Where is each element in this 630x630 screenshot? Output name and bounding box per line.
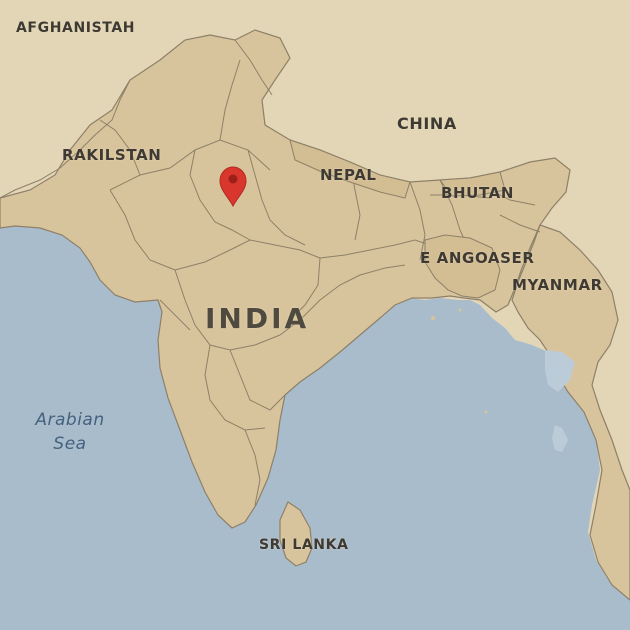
- label-sri-lanka: SRI LANKA: [259, 537, 349, 553]
- label-china: CHINA: [397, 114, 457, 133]
- label-bhutan: BHUTAN: [441, 184, 514, 202]
- island-1: [431, 316, 435, 320]
- label-afghanistan: AFGHANISTAH: [16, 20, 136, 36]
- label-arabian-sea: [22, 408, 118, 456]
- label-nepal: NEPAL: [320, 166, 377, 184]
- island-3: [459, 309, 462, 312]
- label-arabian-sea-line2: Sea: [53, 434, 87, 454]
- label-rakilstan: RAKILSTAN: [62, 146, 162, 164]
- island-2: [485, 411, 488, 414]
- label-arabian-sea-line1: Arabian: [35, 410, 105, 430]
- label-bangladesh: E ANGOASER: [420, 249, 535, 267]
- label-myanmar: MYANMAR: [512, 276, 603, 294]
- label-india: INDIA: [205, 302, 310, 335]
